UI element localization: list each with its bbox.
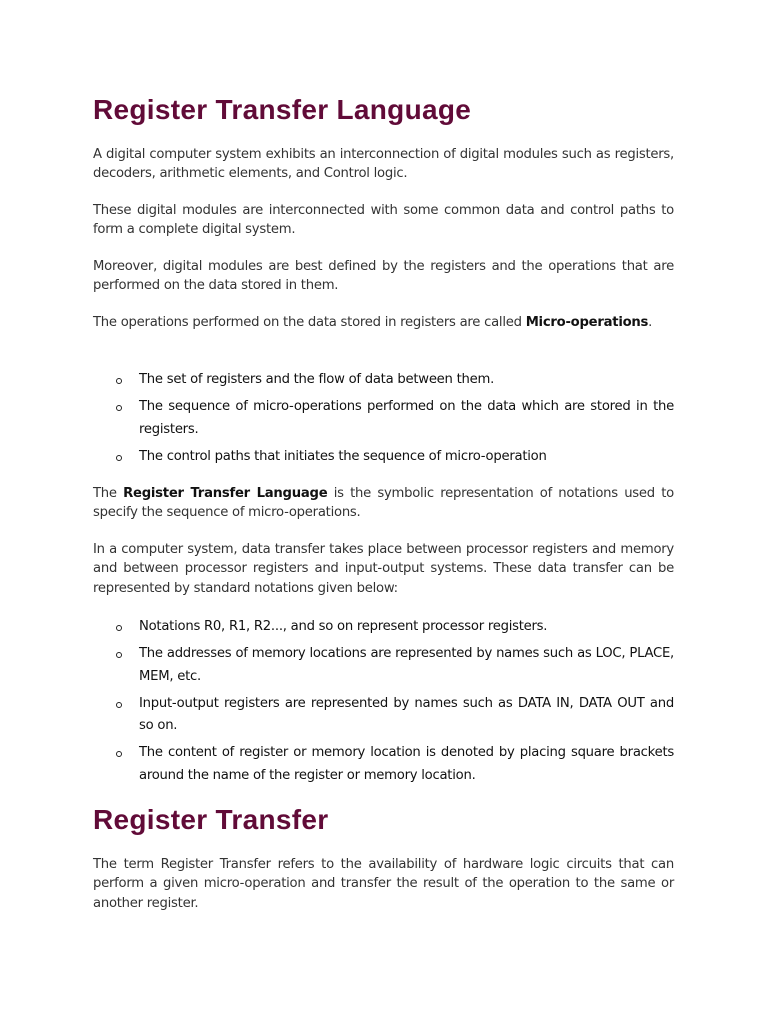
paragraph-rtl-definition: The Register Transfer Language is the symbolic representation of notations used to specify the sequence of micro-operations. (93, 486, 674, 521)
list-item: The content of register or memory location is denoted by placing square brackets around the name of the register or memory location. (93, 742, 674, 787)
list-item: The addresses of memory locations are represented by names such as LOC, PLACE, MEM, etc. (93, 643, 674, 688)
paragraph-intro: A digital computer system exhibits an interconnection of digital modules such as registers, decoders, arithmetic elements, and Control logic. (93, 147, 674, 182)
term-micro-operations: Micro-operations (525, 315, 649, 330)
paragraph-micro-operations: The operations performed on the data stored in registers are called Micro-operations. (93, 315, 653, 330)
term-register-transfer-language: Register Transfer Language (123, 486, 328, 501)
list-item: The set of registers and the flow of data between them. (93, 369, 674, 392)
list-item: Input-output registers are represented by names such as DATA IN, DATA OUT and so on. (93, 693, 674, 738)
hollow-circle-bullet-icon (116, 378, 122, 384)
heading-register-transfer-language: Register Transfer Language (93, 94, 472, 125)
paragraph-register-transfer-definition: The term Register Transfer refers to the availability of hardware logic circuits that can perform a given micro-operation and transfer the result of the operation to the same or another register. (93, 857, 674, 911)
paragraph-modules-defined: Moreover, digital modules are best defined by the registers and the operations that are performed on the data stored in them. (93, 259, 674, 294)
hollow-circle-bullet-icon (116, 652, 122, 658)
paragraph-data-transfer: In a computer system, data transfer takes place between processor registers and memory and between processor registers and input-output systems. These data transfer can be represented by standard notations given below: (93, 542, 674, 596)
hollow-circle-bullet-icon (116, 751, 122, 757)
heading-register-transfer: Register Transfer (93, 804, 329, 835)
hollow-circle-bullet-icon (116, 455, 122, 461)
paragraph-interconnection: These digital modules are interconnected with some common data and control paths to form a complete digital system. (93, 203, 674, 238)
hollow-circle-bullet-icon (116, 702, 122, 708)
list-item: The control paths that initiates the sequence of micro-operation (93, 446, 674, 469)
hollow-circle-bullet-icon (116, 625, 122, 631)
hollow-circle-bullet-icon (116, 405, 122, 411)
list-rtl-components (93, 369, 674, 473)
list-item: Notations R0, R1, R2..., and so on represent processor registers. (93, 616, 674, 639)
list-standard-notations (93, 616, 674, 792)
list-item: The sequence of micro-operations performed on the data which are stored in the registers. (93, 396, 674, 441)
